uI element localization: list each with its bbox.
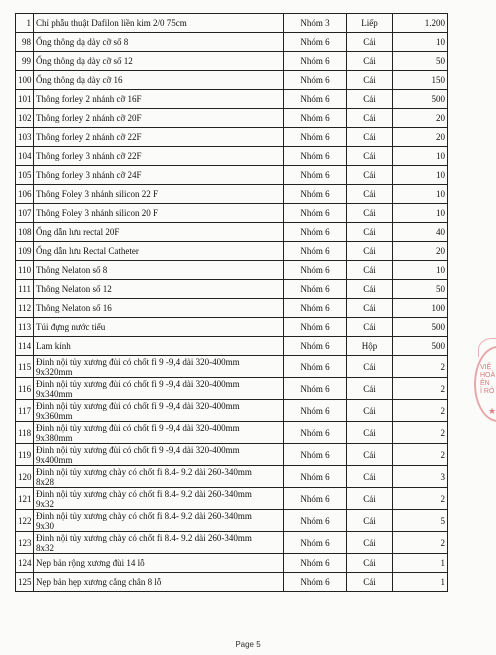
item-quantity: 10 (393, 204, 448, 223)
item-name (34, 466, 284, 488)
item-group: Nhóm 6 (284, 422, 347, 444)
item-name-line: Thông Foley 3 nhánh silicon 22 F (36, 189, 158, 199)
item-name-line: 9x320mm (36, 366, 73, 377)
table-row (16, 510, 448, 532)
row-number: 117 (16, 400, 34, 422)
item-unit: Cái (347, 554, 393, 573)
table-row (16, 147, 448, 166)
item-group: Nhóm 6 (284, 510, 347, 532)
item-name-line: Ống thông dạ dày cỡ số 12 (36, 56, 133, 66)
item-unit: Cái (347, 573, 393, 592)
item-group: Nhóm 6 (284, 488, 347, 510)
item-quantity: 2 (393, 444, 448, 466)
item-group: Nhóm 6 (284, 532, 347, 554)
row-number: 107 (16, 204, 34, 223)
item-group: Nhóm 6 (284, 400, 347, 422)
row-number: 116 (16, 378, 34, 400)
item-unit: Cái (347, 185, 393, 204)
item-name-line: Thông Foley 3 nhánh silicon 20 F (36, 208, 158, 218)
item-unit: Cái (347, 242, 393, 261)
item-group: Nhóm 6 (284, 378, 347, 400)
item-name-line: 9x380mm (36, 432, 73, 443)
item-name-line: 8x28 (36, 476, 54, 487)
table-row (16, 185, 448, 204)
item-name-line: Thông forley 3 nhánh cỡ 22F (36, 151, 142, 161)
item-name-line: Chỉ phẫu thuật Dafilon liền kim 2/0 75cm (36, 18, 187, 28)
item-name-line: Ống dẫn lưu Rectal Catheter (36, 246, 139, 256)
item-group: Nhóm 6 (284, 444, 347, 466)
item-unit: Cái (347, 261, 393, 280)
item-group: Nhóm 6 (284, 185, 347, 204)
item-unit: Cái (347, 109, 393, 128)
table-row (16, 109, 448, 128)
item-group: Nhóm 6 (284, 261, 347, 280)
item-quantity: 1.200 (393, 14, 448, 33)
row-number: 106 (16, 185, 34, 204)
item-name (34, 128, 284, 147)
table-row (16, 299, 448, 318)
table-row (16, 90, 448, 109)
item-group: Nhóm 6 (284, 242, 347, 261)
item-group: Nhóm 6 (284, 337, 347, 356)
table-row (16, 128, 448, 147)
item-name (34, 71, 284, 90)
row-number: 105 (16, 166, 34, 185)
table-row (16, 204, 448, 223)
item-name-line: Ống dẫn lưu rectal 20F (36, 227, 120, 237)
item-unit: Cái (347, 71, 393, 90)
item-name-line: Đinh nội tủy xương đùi có chốt fi 9 -9,4 dài 320-400mm (36, 378, 240, 389)
item-name (34, 14, 284, 33)
item-quantity: 20 (393, 128, 448, 147)
item-unit: Cái (347, 466, 393, 488)
row-number: 103 (16, 128, 34, 147)
item-quantity: 3 (393, 466, 448, 488)
item-unit: Cái (347, 52, 393, 71)
row-number: 101 (16, 90, 34, 109)
item-name (34, 400, 284, 422)
item-name-line: Nẹp bản hẹp xương cẳng chân 8 lỗ (36, 577, 162, 587)
item-name-line: Thông forley 2 nhánh cỡ 16F (36, 94, 142, 104)
row-number: 115 (16, 356, 34, 378)
table-row (16, 71, 448, 90)
item-quantity: 10 (393, 166, 448, 185)
item-name (34, 147, 284, 166)
table-row (16, 356, 448, 378)
item-quantity: 500 (393, 90, 448, 109)
table-row (16, 422, 448, 444)
item-quantity: 2 (393, 400, 448, 422)
item-quantity: 10 (393, 261, 448, 280)
item-quantity: 20 (393, 242, 448, 261)
item-group: Nhóm 6 (284, 573, 347, 592)
item-quantity: 2 (393, 356, 448, 378)
table-row (16, 166, 448, 185)
item-name (34, 52, 284, 71)
item-unit: Cái (347, 356, 393, 378)
table-row (16, 223, 448, 242)
item-name (34, 223, 284, 242)
item-name-line: Thông Nelaton số 8 (36, 265, 108, 275)
table-row (16, 532, 448, 554)
table-row (16, 444, 448, 466)
item-name (34, 261, 284, 280)
item-name-line: Thông forley 2 nhánh cỡ 20F (36, 113, 142, 123)
table-row (16, 14, 448, 33)
stamp-text-line: HOÀ (480, 372, 496, 379)
item-unit: Cái (347, 280, 393, 299)
table-row (16, 261, 448, 280)
item-unit: Cái (347, 223, 393, 242)
item-group: Nhóm 6 (284, 204, 347, 223)
item-name (34, 166, 284, 185)
stamp-text-line: VIỆ (480, 364, 492, 371)
item-name-line: Thông Nelaton số 12 (36, 284, 112, 294)
item-quantity: 150 (393, 71, 448, 90)
item-unit: Cái (347, 510, 393, 532)
red-stamp: VIỆ HOÀ ÊN Ì RÔ ★ (474, 338, 496, 428)
row-number: 119 (16, 444, 34, 466)
item-unit: Cái (347, 166, 393, 185)
item-quantity: 20 (393, 109, 448, 128)
item-name-line: 9x360mm (36, 410, 73, 421)
item-unit: Cái (347, 444, 393, 466)
item-name-line: Đinh nội tủy xương chày có chốt fi 8.4- 9.2 dài 260-340mm (36, 510, 252, 521)
item-name (34, 532, 284, 554)
item-quantity: 50 (393, 280, 448, 299)
item-name (34, 33, 284, 52)
table-row (16, 318, 448, 337)
item-group: Nhóm 6 (284, 318, 347, 337)
item-group: Nhóm 6 (284, 280, 347, 299)
item-name (34, 510, 284, 532)
item-unit: Cái (347, 90, 393, 109)
table-row (16, 466, 448, 488)
item-name-line: Đinh nội tủy xương đùi có chốt fi 9 -9,4 dài 320-400mm (36, 400, 240, 411)
item-group: Nhóm 6 (284, 147, 347, 166)
stamp-text-line: ÊN (480, 380, 490, 387)
row-number: 109 (16, 242, 34, 261)
item-name (34, 554, 284, 573)
item-unit: Cái (347, 378, 393, 400)
table-row (16, 573, 448, 592)
item-unit: Cái (347, 299, 393, 318)
item-quantity: 100 (393, 299, 448, 318)
table-row (16, 280, 448, 299)
row-number: 124 (16, 554, 34, 573)
item-name (34, 242, 284, 261)
item-name-line: 9x340mm (36, 388, 73, 399)
row-number: 98 (16, 33, 34, 52)
item-quantity: 500 (393, 318, 448, 337)
item-group: Nhóm 6 (284, 33, 347, 52)
row-number: 120 (16, 466, 34, 488)
row-number: 118 (16, 422, 34, 444)
item-quantity: 1 (393, 554, 448, 573)
row-number: 111 (16, 280, 34, 299)
item-unit: Cái (347, 147, 393, 166)
item-name (34, 356, 284, 378)
item-group: Nhóm 6 (284, 128, 347, 147)
item-quantity: 500 (393, 337, 448, 356)
item-name-line: Nẹp bản rộng xương đùi 14 lỗ (36, 558, 145, 568)
item-name (34, 204, 284, 223)
item-quantity: 50 (393, 52, 448, 71)
item-quantity: 5 (393, 510, 448, 532)
table-row (16, 337, 448, 356)
item-name-line: Đinh nội tủy xương đùi có chốt fi 9 -9,4 dài 320-400mm (36, 356, 240, 367)
table-row (16, 33, 448, 52)
item-group: Nhóm 6 (284, 299, 347, 318)
item-name (34, 444, 284, 466)
row-number: 102 (16, 109, 34, 128)
item-name-line: Đinh nội tủy xương đùi có chốt fi 9 -9,4 dài 320-400mm (36, 444, 240, 455)
item-group: Nhóm 6 (284, 166, 347, 185)
item-quantity: 10 (393, 147, 448, 166)
item-unit: Cái (347, 488, 393, 510)
row-number: 123 (16, 532, 34, 554)
table-row (16, 378, 448, 400)
item-name (34, 422, 284, 444)
item-name-line: Ống thông dạ dày cỡ 16 (36, 75, 123, 85)
row-number: 113 (16, 318, 34, 337)
table-row (16, 400, 448, 422)
item-name (34, 318, 284, 337)
item-quantity: 1 (393, 573, 448, 592)
table-row (16, 554, 448, 573)
item-name (34, 299, 284, 318)
table-row (16, 242, 448, 261)
item-name (34, 488, 284, 510)
item-quantity: 40 (393, 223, 448, 242)
item-unit: Cái (347, 400, 393, 422)
supplies-table-body (16, 14, 448, 592)
row-number: 100 (16, 71, 34, 90)
item-name (34, 90, 284, 109)
item-name-line: Đinh nội tủy xương đùi có chốt fi 9 -9,4 dài 320-400mm (36, 422, 240, 433)
item-group: Nhóm 6 (284, 223, 347, 242)
item-name-line: 9x400mm (36, 454, 73, 465)
item-unit: Cái (347, 318, 393, 337)
item-name-line: Thông forley 2 nhánh cỡ 22F (36, 132, 142, 142)
item-name-line: 9x32 (36, 498, 54, 509)
row-number: 110 (16, 261, 34, 280)
item-group: Nhóm 3 (284, 14, 347, 33)
item-name-line: Đinh nội tủy xương chày có chốt fi 8.4- 9.2 dài 260-340mm (36, 532, 252, 543)
page-number: Page 5 (235, 640, 261, 649)
item-name-line: Ống thông dạ dày cỡ số 8 (36, 37, 129, 47)
item-name-line: Đinh nội tủy xương chày có chốt fi 8.4- 9.2 dài 260-340mm (36, 466, 252, 477)
item-unit: Cái (347, 204, 393, 223)
row-number: 121 (16, 488, 34, 510)
item-name-line: Thông forley 3 nhánh cỡ 24F (36, 170, 142, 180)
item-unit: Hộp (347, 337, 393, 356)
row-number: 108 (16, 223, 34, 242)
item-unit: Liếp (347, 14, 393, 33)
item-name-line: Đinh nội tủy xương chày có chốt fi 8.4- 9.2 dài 260-340mm (36, 488, 252, 499)
item-quantity: 2 (393, 378, 448, 400)
item-group: Nhóm 6 (284, 109, 347, 128)
item-group: Nhóm 6 (284, 71, 347, 90)
row-number: 112 (16, 299, 34, 318)
row-number: 114 (16, 337, 34, 356)
item-group: Nhóm 6 (284, 466, 347, 488)
item-unit: Cái (347, 128, 393, 147)
item-name (34, 185, 284, 204)
item-unit: Cái (347, 532, 393, 554)
item-quantity: 10 (393, 33, 448, 52)
item-name-line: 9x30 (36, 520, 54, 531)
stamp-text-line: Ì RÔ (480, 388, 495, 395)
row-number: 104 (16, 147, 34, 166)
item-name (34, 280, 284, 299)
item-unit: Cái (347, 422, 393, 444)
item-name-line: Thông Nelaton số 16 (36, 303, 112, 313)
row-number: 125 (16, 573, 34, 592)
table-row (16, 52, 448, 71)
item-group: Nhóm 6 (284, 90, 347, 109)
row-number: 122 (16, 510, 34, 532)
row-number: 1 (16, 14, 34, 33)
supplies-table (15, 13, 448, 592)
item-name (34, 378, 284, 400)
item-name (34, 109, 284, 128)
item-group: Nhóm 6 (284, 554, 347, 573)
item-name-line: Túi đựng nước tiểu (36, 322, 106, 332)
table-row (16, 488, 448, 510)
row-number: 99 (16, 52, 34, 71)
item-name-line: 8x32 (36, 542, 54, 553)
item-quantity: 2 (393, 422, 448, 444)
item-quantity: 2 (393, 488, 448, 510)
item-unit: Cái (347, 33, 393, 52)
item-group: Nhóm 6 (284, 52, 347, 71)
item-quantity: 10 (393, 185, 448, 204)
item-group: Nhóm 6 (284, 356, 347, 378)
item-quantity: 2 (393, 532, 448, 554)
item-name (34, 337, 284, 356)
item-name-line: Lam kính (36, 341, 71, 351)
item-name (34, 573, 284, 592)
